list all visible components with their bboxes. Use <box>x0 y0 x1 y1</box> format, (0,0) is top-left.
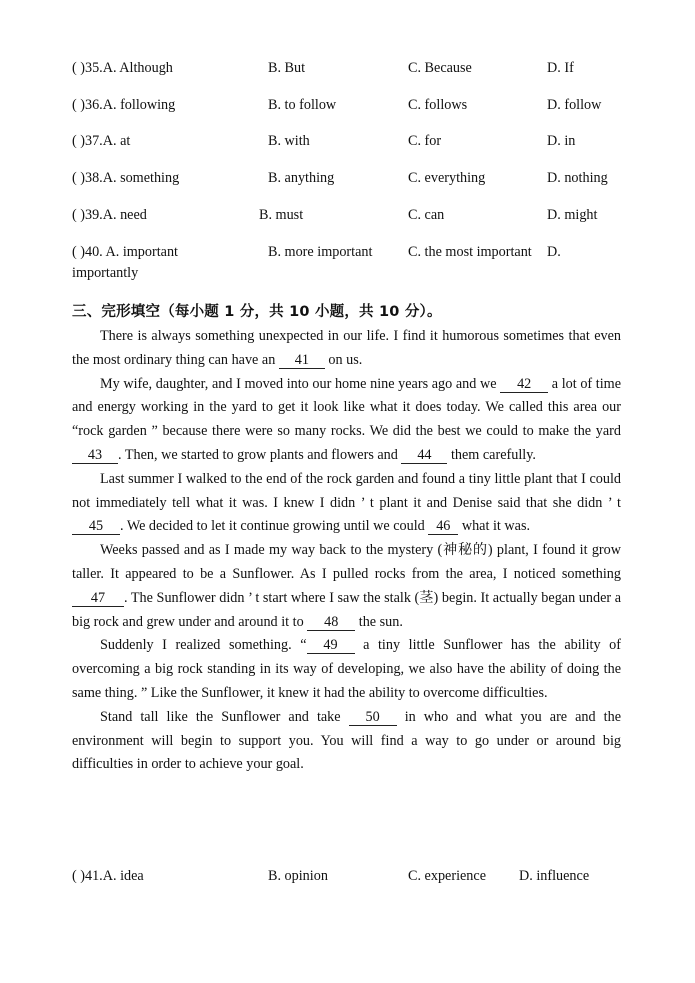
blank-42: 42 <box>500 376 548 393</box>
passage-text: the sun. <box>355 613 403 630</box>
option-d: D. follow <box>547 97 602 113</box>
option-b: B. with <box>268 133 310 149</box>
option-d: D. If <box>547 60 574 76</box>
passage-text: on us. <box>324 351 363 368</box>
option-b: B. more important <box>268 244 373 260</box>
option-b: B. But <box>268 60 306 76</box>
option-c: C. follows <box>408 97 468 113</box>
option-c: C. experience <box>408 868 486 884</box>
option-c: C. Because <box>408 60 472 76</box>
option-c: C. can <box>408 207 445 223</box>
blank-48: 48 <box>307 614 355 631</box>
passage-text: . Then, we started to grow plants and flowers and <box>118 446 402 463</box>
option-d: D. might <box>547 207 598 223</box>
option-d: D. influence <box>519 868 590 884</box>
passage-text: in who and what you are and the environment will begin to support you. You will find a way to go under or around big difficulties in order to achieve your goal. <box>72 708 622 773</box>
option-a: ( )41.A. idea <box>72 868 144 884</box>
option-c: C. everything <box>408 170 486 186</box>
option-d: D. in <box>547 133 576 149</box>
passage-text: Weeks passed and as I made my way back to the mystery (神秘的) plant, I found it grow taller. It appeared to be a Sunflower. As I pulled rocks from the area, I noticed something <box>72 542 621 582</box>
question-40-option-d-wrap: importantly <box>72 265 139 281</box>
option-c: C. for <box>408 133 442 149</box>
option-b: B. must <box>259 207 304 223</box>
paragraph <box>72 468 621 539</box>
passage-text: them carefully. <box>447 446 536 463</box>
blank-44: 44 <box>401 447 447 464</box>
passage-text: Stand tall like the Sunflower and take <box>100 708 349 725</box>
option-b: B. anything <box>268 170 335 186</box>
blank-45: 45 <box>72 518 120 535</box>
paragraph <box>72 539 621 634</box>
blank-43: 43 <box>72 447 118 464</box>
passage-text: . We decided to let it continue growing until we could <box>120 518 429 535</box>
option-a: ( )35.A. Although <box>72 60 173 76</box>
option-a: ( )37.A. at <box>72 133 131 149</box>
option-a: ( )38.A. something <box>72 170 180 186</box>
passage-text: Last summer I walked to the end of the rock garden and found a tiny little plant that I could not immediately tell what it was. I knew I didn ’ t plant it and Denise said that she didn ’ t <box>72 470 621 511</box>
passage-text: a tiny little Sunflower has the ability of overcoming a big rock standing in its way of developing, we also have the ability of doing the same thing. ” Like the Sunflower, it knew it had the ability to overcome difficulties. <box>72 637 621 701</box>
option-d: D. nothing <box>547 170 608 186</box>
option-c: C. the most important <box>408 244 532 260</box>
passage-text: . The Sunflower didn ’ t start where I saw the stalk (茎) begin. It actually began under a big rock and grew under and around it to <box>72 589 621 630</box>
passage-text: what it was. <box>458 518 531 535</box>
option-d: D. <box>547 244 561 260</box>
section-title: 三、完形填空（每小题 1 分，共 10 小题，共 10 分）。 <box>72 304 442 320</box>
blank-46: 46 <box>428 518 458 535</box>
blank-50: 50 <box>349 709 397 726</box>
passage-text: Suddenly I realized something. “ <box>100 637 307 654</box>
option-a: ( )40. A. important <box>72 244 178 260</box>
blank-49: 49 <box>307 637 355 654</box>
paragraph <box>72 325 621 373</box>
passage-text: There is always something unexpected in our life. I find it humorous sometimes that even the most ordinary thing can have an <box>72 328 621 368</box>
paragraph <box>72 706 621 777</box>
option-a: ( )39.A. need <box>72 207 147 223</box>
cloze-passage <box>72 325 621 777</box>
option-b: B. opinion <box>268 868 328 884</box>
passage-text: a lot of time and energy working in the yard to get it look like what it does today. We called this area our “rock garden ” because there were so many rocks. We did the best we could to make the yard <box>72 375 621 440</box>
passage-text: My wife, daughter, and I moved into our home nine years ago and we <box>100 375 501 392</box>
option-a: ( )36.A. following <box>72 97 176 113</box>
option-b: B. to follow <box>268 97 337 113</box>
paragraph <box>72 634 621 705</box>
paragraph <box>72 373 621 468</box>
blank-41: 41 <box>279 352 325 369</box>
blank-47: 47 <box>72 590 124 607</box>
